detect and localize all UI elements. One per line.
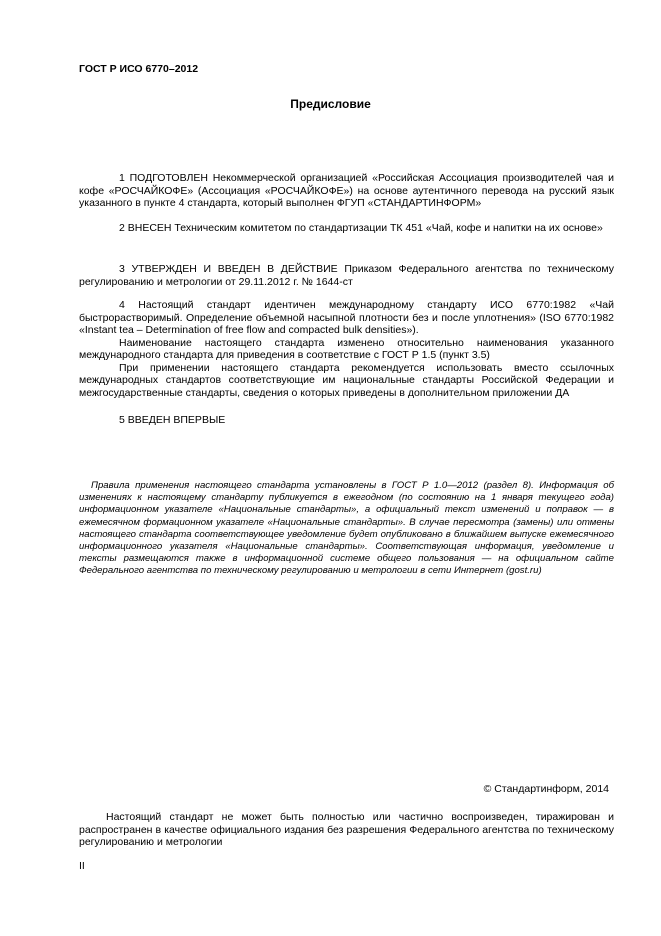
copyright-line: © Стандартинформ, 2014 xyxy=(483,783,609,795)
foreword-item-3-text: 3 УТВЕРЖДЕН И ВВЕДЕН В ДЕЙСТВИЕ Приказом Федерального агентства по техническому регулированию и метрологии от 29.11.2012 г. № 1644-ст xyxy=(79,263,614,288)
foreword-item-4-text: 4 Настоящий стандарт идентичен международному стандарту ИСО 6770:1982 «Чай быстрорастворимый. Определение объемной насыпной плотности без и после уплотнения» (ISO 6770:1982 «Instant tea – Determination of free flow and compacted bulk densities»). xyxy=(79,299,614,336)
foreword-item-5 xyxy=(79,414,614,427)
foreword-item-2 xyxy=(79,222,614,235)
foreword-item-2-text: 2 ВНЕСЕН Техническим комитетом по стандартизации ТК 451 «Чай, кофе и напитки на их основе» xyxy=(119,222,603,234)
foreword-item-1-text: 1 ПОДГОТОВЛЕН Некоммерческой организацией «Российская Ассоциация производителей чая и кофе «РОСЧАЙКОФЕ» (Ассоциация «РОСЧАЙКОФЕ») на основе аутентичного перевода на русский язык указанного в пункте 4 стандарта, который выполнен ФГУП «СТАНДАРТИНФОРМ» xyxy=(79,172,614,209)
foreword-item-3 xyxy=(79,263,614,288)
usage-rules-notice: Правила применения настоящего стандарта установлены в ГОСТ Р 1.0—2012 (раздел 8). Информация об изменениях к настоящему стандарту публикуется в ежегодном (по состоянию на 1 января текущего года) информационном указателе «Национальные стандарты», а официальный текст изменений и поправок — в ежемесячном формационном указателе «Национальные стандарты». В случае пересмотра (замены) или отмены настоящего стандарта соответствующее уведомление будет опубликовано в ближайшем выпуске ежемесячного информационного указателя «Национальные стандарты». Соответствующая информация, уведомление и тексты размещаются также в информационной системе общего пользования — на официальном сайте Федерального агентства по техническому регулированию и метрологии в сети Интернет (gost.ru) xyxy=(79,480,614,577)
reproduction-notice: Настоящий стандарт не может быть полностью или частично воспроизведен, тиражирован и распространен в качестве официального издания без разрешения Федерального агентства по техническому регулированию и метрологии xyxy=(79,811,614,848)
foreword-item-4 xyxy=(79,299,614,399)
document-code: ГОСТ Р ИСО 6770–2012 xyxy=(79,63,199,75)
foreword-item-1 xyxy=(79,172,614,210)
foreword-item-5-text: 5 ВВЕДЕН ВПЕРВЫЕ xyxy=(119,414,226,426)
page-title: Предисловие xyxy=(290,97,371,111)
page-number: II xyxy=(79,860,85,872)
foreword-item-4-name-change: Наименование настоящего стандарта изменено относительно наименования указанного международного стандарта для приведения в соответствие с ГОСТ Р 1.5 (пункт 3.5) xyxy=(79,336,614,361)
foreword-item-4-references: При применении настоящего стандарта рекомендуется использовать вместо ссылочных международных стандартов соответствующие им национальные стандарты Российской Федерации и межгосударственные стандарты, сведения о которых приведены в дополнительном приложении ДА xyxy=(79,361,614,399)
